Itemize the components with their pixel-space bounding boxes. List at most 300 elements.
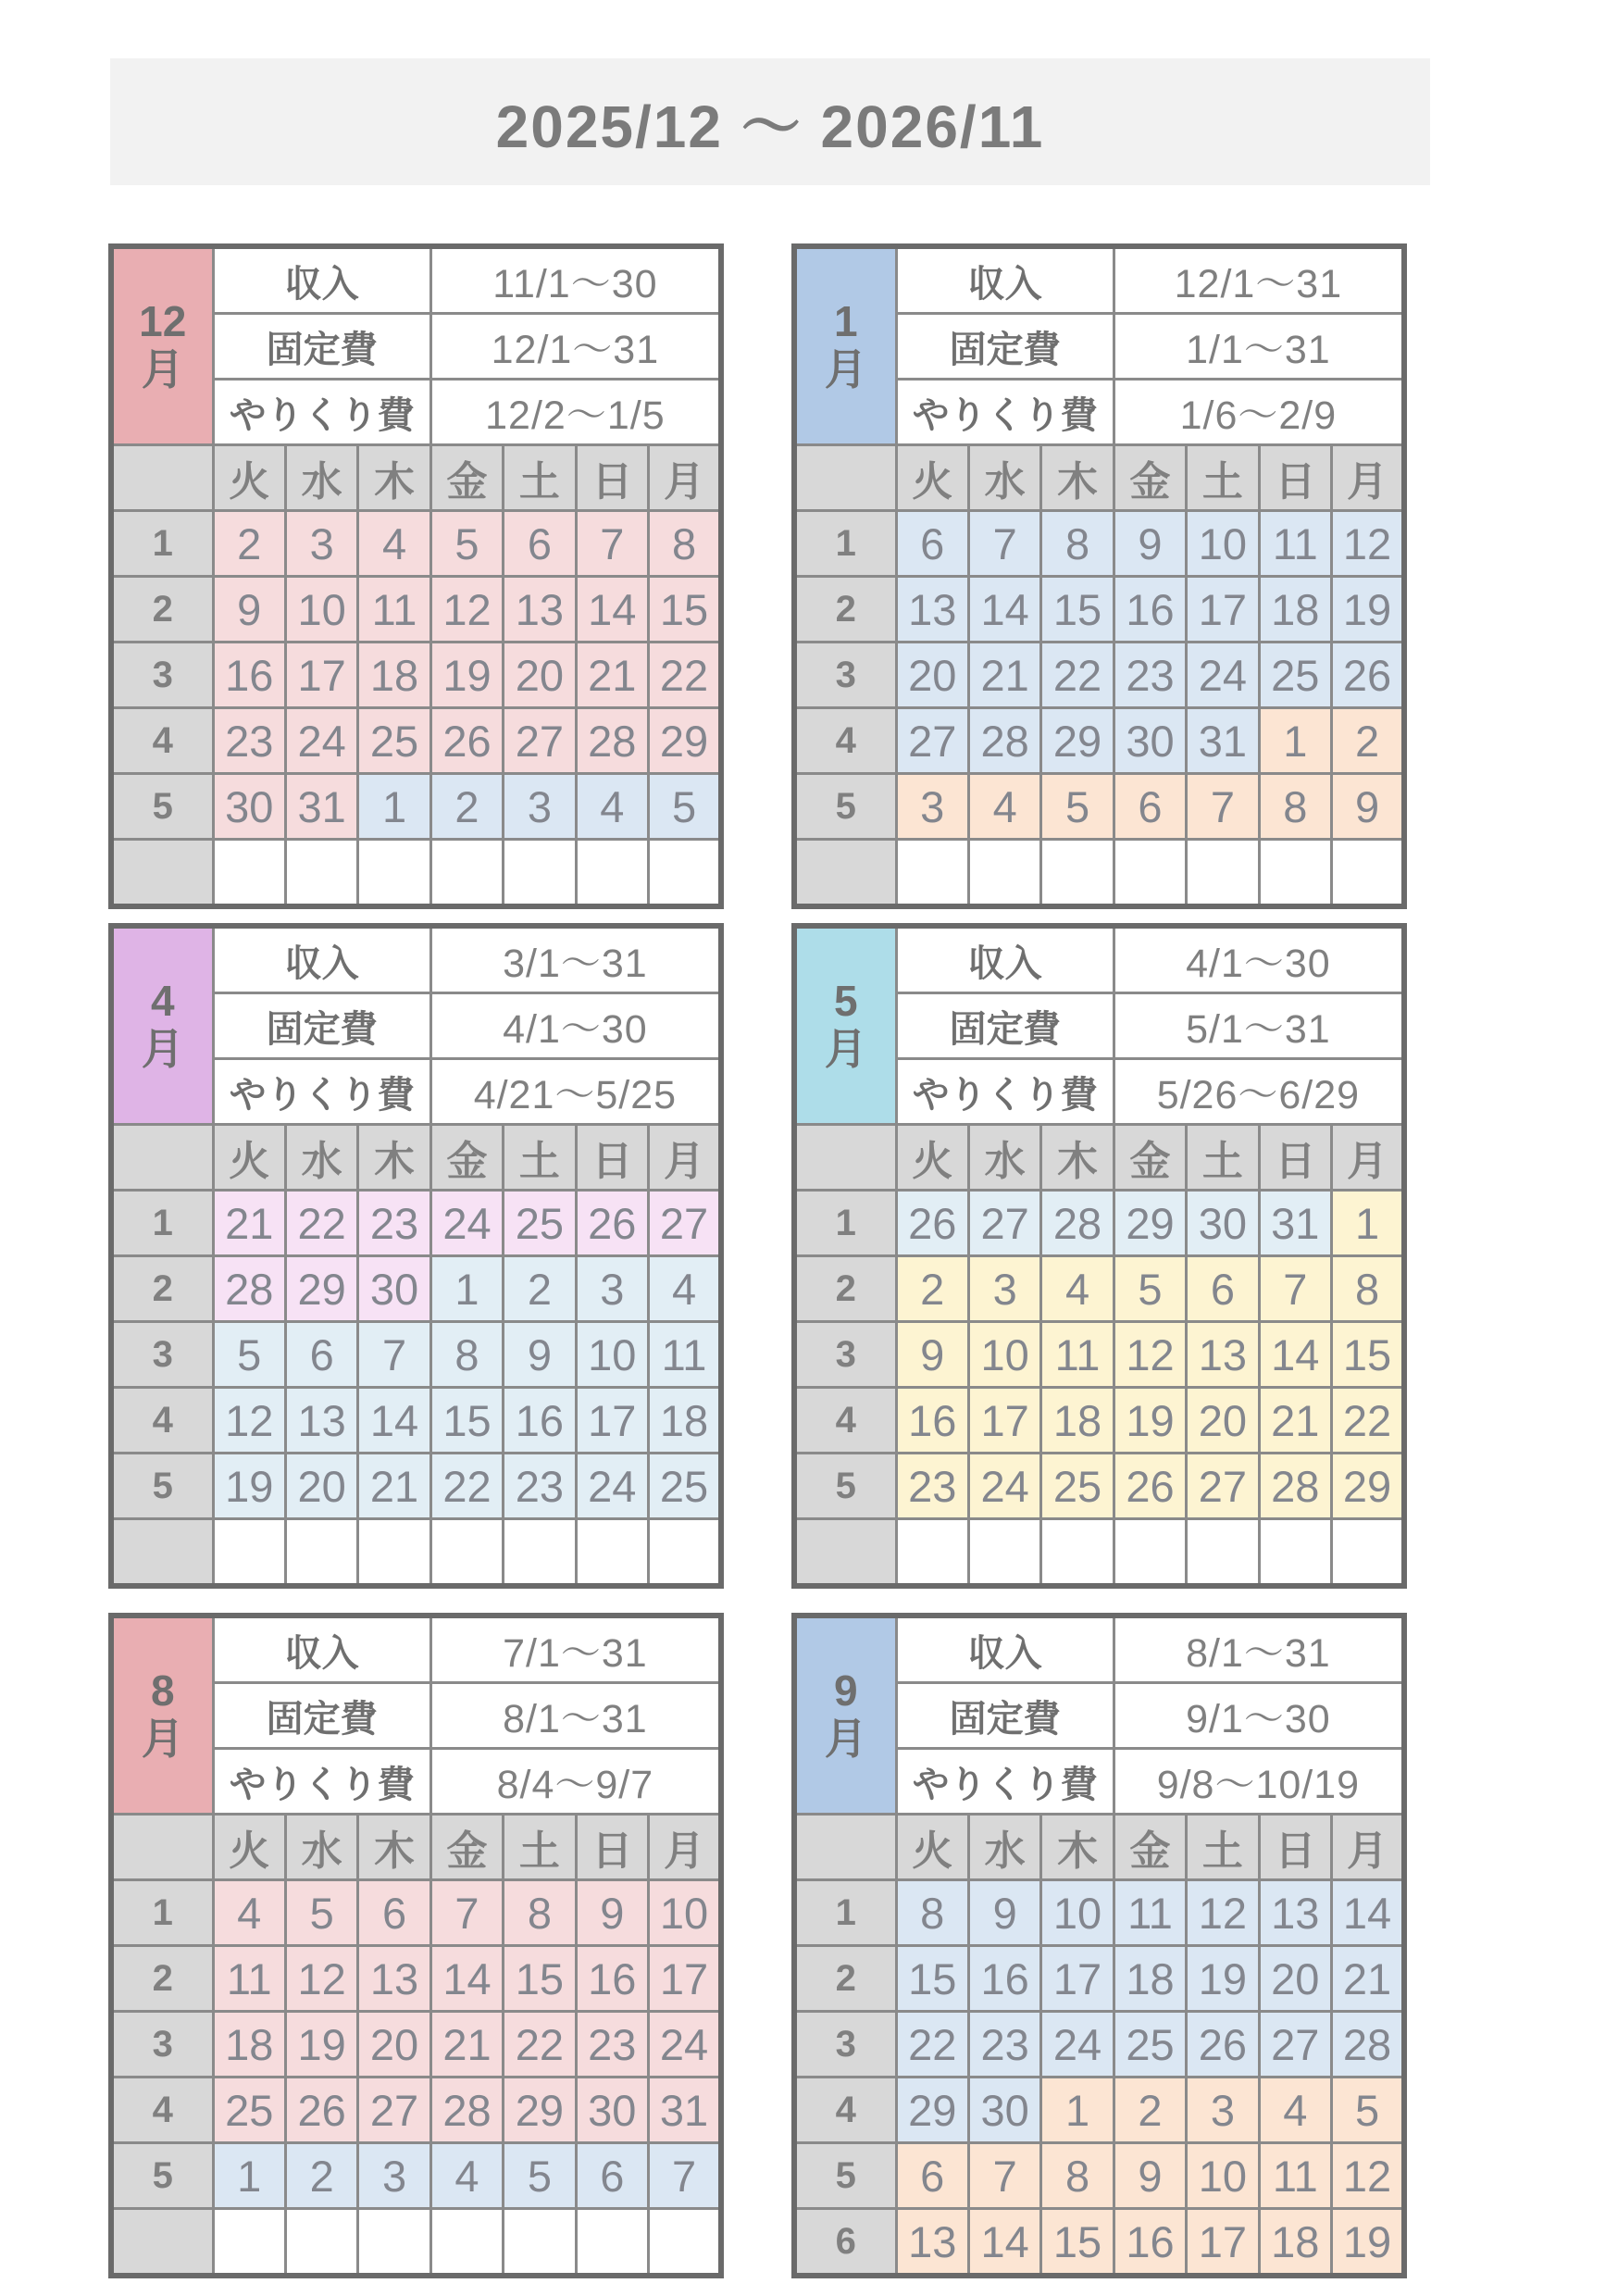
week-number-cell: 3 <box>794 2012 896 2078</box>
day-cell: 2 <box>430 774 503 840</box>
day-cell: 4 <box>213 1880 285 1946</box>
day-cell: 14 <box>576 577 648 643</box>
weekday-cell: 金 <box>430 1815 503 1880</box>
day-cell <box>1114 840 1186 907</box>
day-cell <box>430 1519 503 1587</box>
day-cell: 17 <box>968 1388 1040 1454</box>
day-cell: 16 <box>896 1388 968 1454</box>
day-cell: 29 <box>1114 1191 1186 1256</box>
day-cell: 30 <box>1114 708 1186 774</box>
weekday-cell: 土 <box>1187 1815 1259 1880</box>
day-cell: 26 <box>1187 2012 1259 2078</box>
calendar-january <box>791 243 1407 909</box>
day-cell: 21 <box>358 1454 430 1519</box>
day-cell: 17 <box>1041 1946 1114 2012</box>
day-cell: 7 <box>1187 774 1259 840</box>
day-cell: 27 <box>896 708 968 774</box>
calendar-table-may <box>791 923 1407 1589</box>
day-cell <box>504 2209 576 2277</box>
week-number-cell: 6 <box>794 2209 896 2277</box>
weekday-corner-cell <box>111 445 213 511</box>
day-cell: 25 <box>504 1191 576 1256</box>
weekday-cell: 木 <box>358 445 430 511</box>
weekday-cell: 木 <box>1041 445 1114 511</box>
day-cell: 23 <box>213 708 285 774</box>
fixed-range-cell: 12/1〜31 <box>430 314 721 380</box>
income-range-cell: 12/1〜31 <box>1114 246 1404 314</box>
day-cell <box>896 840 968 907</box>
day-cell: 9 <box>1332 774 1404 840</box>
day-cell: 10 <box>285 577 357 643</box>
day-cell: 6 <box>1114 774 1186 840</box>
day-cell: 4 <box>576 774 648 840</box>
day-cell: 26 <box>1332 643 1404 708</box>
day-cell: 8 <box>1259 774 1331 840</box>
weekday-cell: 土 <box>1187 1125 1259 1191</box>
day-cell: 5 <box>1041 774 1114 840</box>
weekday-cell: 水 <box>285 445 357 511</box>
day-cell: 3 <box>968 1256 1040 1322</box>
income-range-cell: 7/1〜31 <box>430 1616 721 1683</box>
day-cell: 26 <box>285 2078 357 2143</box>
day-cell <box>1259 840 1331 907</box>
day-cell: 14 <box>358 1388 430 1454</box>
day-cell: 13 <box>504 577 576 643</box>
week-number-cell <box>111 840 213 907</box>
week-number-cell: 1 <box>111 1191 213 1256</box>
week-number-cell: 1 <box>794 1191 896 1256</box>
weekday-cell: 日 <box>1259 445 1331 511</box>
day-cell: 11 <box>1259 2143 1331 2209</box>
week-number-cell: 1 <box>794 511 896 577</box>
day-cell: 21 <box>430 2012 503 2078</box>
week-number-cell: 4 <box>794 2078 896 2143</box>
day-cell: 18 <box>213 2012 285 2078</box>
day-cell: 8 <box>1041 511 1114 577</box>
day-cell: 9 <box>576 1880 648 1946</box>
day-cell <box>1041 1519 1114 1587</box>
day-cell: 4 <box>358 511 430 577</box>
week-number-cell: 1 <box>794 1880 896 1946</box>
day-cell <box>285 1519 357 1587</box>
day-cell: 4 <box>430 2143 503 2209</box>
day-cell: 26 <box>1114 1454 1186 1519</box>
weekday-cell: 木 <box>1041 1125 1114 1191</box>
day-cell: 12 <box>1332 2143 1404 2209</box>
weekday-corner-cell <box>111 1125 213 1191</box>
day-cell: 24 <box>576 1454 648 1519</box>
flexible-range-cell: 4/21〜5/25 <box>430 1059 721 1125</box>
calendar-may <box>791 923 1407 1589</box>
flexible-range-cell: 12/2〜1/5 <box>430 380 721 445</box>
income-label-cell: 収入 <box>896 926 1114 993</box>
day-cell <box>504 1519 576 1587</box>
day-cell: 8 <box>1041 2143 1114 2209</box>
day-cell: 20 <box>1187 1388 1259 1454</box>
day-cell: 7 <box>649 2143 721 2209</box>
weekday-cell: 木 <box>358 1815 430 1880</box>
week-number-cell: 2 <box>111 1946 213 2012</box>
fixed-label-cell: 固定費 <box>213 993 430 1059</box>
day-cell: 18 <box>1114 1946 1186 2012</box>
day-cell: 22 <box>504 2012 576 2078</box>
day-cell: 24 <box>968 1454 1040 1519</box>
income-label-cell: 収入 <box>896 1616 1114 1683</box>
week-number-cell: 5 <box>794 1454 896 1519</box>
day-cell: 19 <box>285 2012 357 2078</box>
week-number-cell: 3 <box>794 643 896 708</box>
calendar-table-sep <box>791 1613 1407 2278</box>
day-cell: 12 <box>285 1946 357 2012</box>
day-cell: 16 <box>1114 577 1186 643</box>
day-cell: 2 <box>213 511 285 577</box>
income-range-cell: 11/1〜30 <box>430 246 721 314</box>
day-cell: 25 <box>213 2078 285 2143</box>
day-cell: 6 <box>1187 1256 1259 1322</box>
day-cell: 31 <box>285 774 357 840</box>
day-cell: 7 <box>1259 1256 1331 1322</box>
day-cell: 5 <box>1114 1256 1186 1322</box>
weekday-cell: 火 <box>896 1815 968 1880</box>
day-cell: 12 <box>1187 1880 1259 1946</box>
weekday-cell: 日 <box>576 445 648 511</box>
day-cell: 10 <box>576 1322 648 1388</box>
day-cell <box>358 840 430 907</box>
day-cell: 29 <box>649 708 721 774</box>
day-cell: 23 <box>1114 643 1186 708</box>
title-banner <box>110 58 1430 185</box>
day-cell <box>213 2209 285 2277</box>
flexible-range-cell: 5/26〜6/29 <box>1114 1059 1404 1125</box>
day-cell: 11 <box>358 577 430 643</box>
day-cell: 17 <box>1187 2209 1259 2277</box>
day-cell <box>213 1519 285 1587</box>
weekday-cell: 火 <box>896 445 968 511</box>
fixed-label-cell: 固定費 <box>213 1683 430 1749</box>
day-cell: 28 <box>576 708 648 774</box>
flexible-label-cell: やりくり費 <box>896 1749 1114 1815</box>
flexible-label-cell: やりくり費 <box>896 380 1114 445</box>
day-cell: 29 <box>504 2078 576 2143</box>
week-number-cell: 3 <box>111 643 213 708</box>
day-cell: 27 <box>649 1191 721 1256</box>
fixed-label-cell: 固定費 <box>896 1683 1114 1749</box>
day-cell: 18 <box>649 1388 721 1454</box>
day-cell: 28 <box>1041 1191 1114 1256</box>
day-cell: 5 <box>285 1880 357 1946</box>
income-range-cell: 3/1〜31 <box>430 926 721 993</box>
day-cell: 30 <box>576 2078 648 2143</box>
day-cell <box>968 840 1040 907</box>
day-cell: 28 <box>213 1256 285 1322</box>
day-cell: 20 <box>1259 1946 1331 2012</box>
day-cell: 5 <box>213 1322 285 1388</box>
day-cell <box>430 2209 503 2277</box>
flexible-label-cell: やりくり費 <box>213 1749 430 1815</box>
day-cell: 13 <box>358 1946 430 2012</box>
weekday-cell: 日 <box>576 1815 648 1880</box>
week-number-cell: 2 <box>794 577 896 643</box>
day-cell: 13 <box>896 2209 968 2277</box>
fixed-range-cell: 4/1〜30 <box>430 993 721 1059</box>
day-cell: 27 <box>1259 2012 1331 2078</box>
week-number-cell: 4 <box>794 1388 896 1454</box>
day-cell: 18 <box>358 643 430 708</box>
day-cell: 2 <box>285 2143 357 2209</box>
week-number-cell: 3 <box>111 1322 213 1388</box>
day-cell: 15 <box>1041 577 1114 643</box>
day-cell: 7 <box>968 511 1040 577</box>
day-cell: 15 <box>504 1946 576 2012</box>
day-cell: 23 <box>358 1191 430 1256</box>
day-cell: 19 <box>1114 1388 1186 1454</box>
day-cell <box>213 840 285 907</box>
weekday-cell: 月 <box>1332 1125 1404 1191</box>
day-cell: 9 <box>1114 2143 1186 2209</box>
day-cell: 4 <box>1041 1256 1114 1322</box>
day-cell: 22 <box>430 1454 503 1519</box>
day-cell: 10 <box>1187 2143 1259 2209</box>
day-cell: 26 <box>896 1191 968 1256</box>
day-cell: 18 <box>1259 577 1331 643</box>
day-cell: 6 <box>285 1322 357 1388</box>
day-cell: 14 <box>968 577 1040 643</box>
week-number-cell: 2 <box>794 1946 896 2012</box>
income-range-cell: 8/1〜31 <box>1114 1616 1404 1683</box>
day-cell: 28 <box>968 708 1040 774</box>
day-cell: 21 <box>213 1191 285 1256</box>
day-cell: 8 <box>504 1880 576 1946</box>
day-cell: 9 <box>504 1322 576 1388</box>
week-number-cell: 1 <box>111 1880 213 1946</box>
day-cell: 24 <box>1187 643 1259 708</box>
day-cell: 20 <box>504 643 576 708</box>
calendar-table-dec <box>108 243 724 909</box>
fixed-label-cell: 固定費 <box>896 314 1114 380</box>
day-cell: 16 <box>213 643 285 708</box>
day-cell: 3 <box>1187 2078 1259 2143</box>
day-cell: 6 <box>896 2143 968 2209</box>
day-cell: 31 <box>649 2078 721 2143</box>
day-cell: 4 <box>649 1256 721 1322</box>
day-cell: 11 <box>1041 1322 1114 1388</box>
week-number-cell: 5 <box>111 774 213 840</box>
day-cell: 3 <box>896 774 968 840</box>
day-cell: 12 <box>1332 511 1404 577</box>
weekday-cell: 土 <box>1187 445 1259 511</box>
weekday-cell: 火 <box>213 1125 285 1191</box>
weekday-cell: 金 <box>1114 1125 1186 1191</box>
day-cell: 13 <box>1259 1880 1331 1946</box>
day-cell <box>576 2209 648 2277</box>
day-cell: 15 <box>1041 2209 1114 2277</box>
month-badge: 9 月 <box>794 1616 896 1815</box>
weekday-cell: 水 <box>968 1815 1040 1880</box>
day-cell: 7 <box>430 1880 503 1946</box>
weekday-cell: 土 <box>504 1125 576 1191</box>
day-cell <box>1187 1519 1259 1587</box>
day-cell: 6 <box>576 2143 648 2209</box>
day-cell: 6 <box>504 511 576 577</box>
weekday-cell: 月 <box>1332 1815 1404 1880</box>
weekday-cell: 木 <box>1041 1815 1114 1880</box>
weekday-cell: 木 <box>358 1125 430 1191</box>
day-cell <box>649 2209 721 2277</box>
week-number-cell: 3 <box>111 2012 213 2078</box>
day-cell: 15 <box>896 1946 968 2012</box>
weekday-cell: 日 <box>1259 1815 1331 1880</box>
day-cell: 12 <box>213 1388 285 1454</box>
day-cell <box>649 1519 721 1587</box>
day-cell <box>358 2209 430 2277</box>
calendar-august <box>108 1613 724 2278</box>
weekday-cell: 日 <box>576 1125 648 1191</box>
day-cell: 9 <box>213 577 285 643</box>
week-number-cell <box>794 840 896 907</box>
day-cell: 28 <box>1259 1454 1331 1519</box>
day-cell: 10 <box>649 1880 721 1946</box>
calendar-table-apr <box>108 923 724 1589</box>
day-cell: 9 <box>896 1322 968 1388</box>
day-cell: 26 <box>430 708 503 774</box>
day-cell: 3 <box>504 774 576 840</box>
day-cell: 20 <box>896 643 968 708</box>
weekday-corner-cell <box>111 1815 213 1880</box>
weekday-cell: 水 <box>285 1125 357 1191</box>
fixed-range-cell: 9/1〜30 <box>1114 1683 1404 1749</box>
flexible-range-cell: 8/4〜9/7 <box>430 1749 721 1815</box>
calendar-table-jan <box>791 243 1407 909</box>
weekday-cell: 月 <box>649 1125 721 1191</box>
day-cell: 10 <box>1041 1880 1114 1946</box>
day-cell: 16 <box>1114 2209 1186 2277</box>
day-cell: 5 <box>649 774 721 840</box>
week-number-cell: 4 <box>794 708 896 774</box>
day-cell: 13 <box>896 577 968 643</box>
weekday-cell: 月 <box>649 1815 721 1880</box>
weekday-corner-cell <box>794 1125 896 1191</box>
day-cell: 17 <box>1187 577 1259 643</box>
day-cell: 1 <box>1259 708 1331 774</box>
weekday-cell: 金 <box>430 1125 503 1191</box>
day-cell: 11 <box>649 1322 721 1388</box>
day-cell: 29 <box>1041 708 1114 774</box>
day-cell: 23 <box>576 2012 648 2078</box>
day-cell <box>504 840 576 907</box>
day-cell: 9 <box>1114 511 1186 577</box>
day-cell: 28 <box>430 2078 503 2143</box>
day-cell: 15 <box>430 1388 503 1454</box>
weekday-cell: 金 <box>430 445 503 511</box>
day-cell: 2 <box>1332 708 1404 774</box>
day-cell: 5 <box>430 511 503 577</box>
day-cell: 5 <box>504 2143 576 2209</box>
weekday-cell: 日 <box>1259 1125 1331 1191</box>
weekday-cell: 火 <box>213 1815 285 1880</box>
day-cell: 24 <box>430 1191 503 1256</box>
day-cell: 19 <box>1332 2209 1404 2277</box>
day-cell: 2 <box>504 1256 576 1322</box>
calendar-table-aug <box>108 1613 724 2278</box>
day-cell: 25 <box>649 1454 721 1519</box>
day-cell: 15 <box>1332 1322 1404 1388</box>
day-cell: 29 <box>285 1256 357 1322</box>
day-cell: 22 <box>285 1191 357 1256</box>
day-cell: 8 <box>1332 1256 1404 1322</box>
day-cell: 17 <box>285 643 357 708</box>
weekday-cell: 月 <box>1332 445 1404 511</box>
month-badge: 12 月 <box>111 246 213 445</box>
day-cell: 12 <box>1114 1322 1186 1388</box>
day-cell <box>576 1519 648 1587</box>
day-cell: 25 <box>358 708 430 774</box>
week-number-cell: 4 <box>111 1388 213 1454</box>
day-cell: 23 <box>896 1454 968 1519</box>
weekday-cell: 火 <box>213 445 285 511</box>
day-cell: 16 <box>576 1946 648 2012</box>
fixed-label-cell: 固定費 <box>896 993 1114 1059</box>
weekday-corner-cell <box>794 1815 896 1880</box>
income-label-cell: 収入 <box>213 926 430 993</box>
day-cell: 31 <box>1259 1191 1331 1256</box>
day-cell: 21 <box>1332 1946 1404 2012</box>
day-cell: 25 <box>1114 2012 1186 2078</box>
weekday-cell: 火 <box>896 1125 968 1191</box>
day-cell: 27 <box>968 1191 1040 1256</box>
day-cell: 22 <box>649 643 721 708</box>
day-cell: 10 <box>968 1322 1040 1388</box>
weekday-cell: 金 <box>1114 445 1186 511</box>
day-cell: 19 <box>1332 577 1404 643</box>
day-cell <box>285 2209 357 2277</box>
day-cell: 7 <box>576 511 648 577</box>
fixed-range-cell: 5/1〜31 <box>1114 993 1404 1059</box>
income-label-cell: 収入 <box>213 1616 430 1683</box>
day-cell: 14 <box>1259 1322 1331 1388</box>
week-number-cell <box>111 2209 213 2277</box>
day-cell: 6 <box>896 511 968 577</box>
day-cell: 25 <box>1041 1454 1114 1519</box>
day-cell: 6 <box>358 1880 430 1946</box>
day-cell: 1 <box>1041 2078 1114 2143</box>
day-cell: 9 <box>968 1880 1040 1946</box>
day-cell: 31 <box>1187 708 1259 774</box>
day-cell <box>1259 1519 1331 1587</box>
weekday-cell: 水 <box>968 1125 1040 1191</box>
day-cell: 21 <box>968 643 1040 708</box>
day-cell: 24 <box>285 708 357 774</box>
day-cell <box>1332 840 1404 907</box>
week-number-cell: 5 <box>111 2143 213 2209</box>
month-badge: 5 月 <box>794 926 896 1125</box>
day-cell: 14 <box>430 1946 503 2012</box>
day-cell: 13 <box>1187 1322 1259 1388</box>
day-cell: 27 <box>504 708 576 774</box>
day-cell: 17 <box>576 1388 648 1454</box>
day-cell: 1 <box>1332 1191 1404 1256</box>
month-badge: 4 月 <box>111 926 213 1125</box>
week-number-cell: 4 <box>111 708 213 774</box>
day-cell: 5 <box>1332 2078 1404 2143</box>
day-cell <box>1041 840 1114 907</box>
day-cell: 3 <box>358 2143 430 2209</box>
day-cell: 27 <box>1187 1454 1259 1519</box>
day-cell: 25 <box>1259 643 1331 708</box>
day-cell: 30 <box>358 1256 430 1322</box>
weekday-cell: 金 <box>1114 1815 1186 1880</box>
calendar-december <box>108 243 724 909</box>
month-badge: 1 月 <box>794 246 896 445</box>
